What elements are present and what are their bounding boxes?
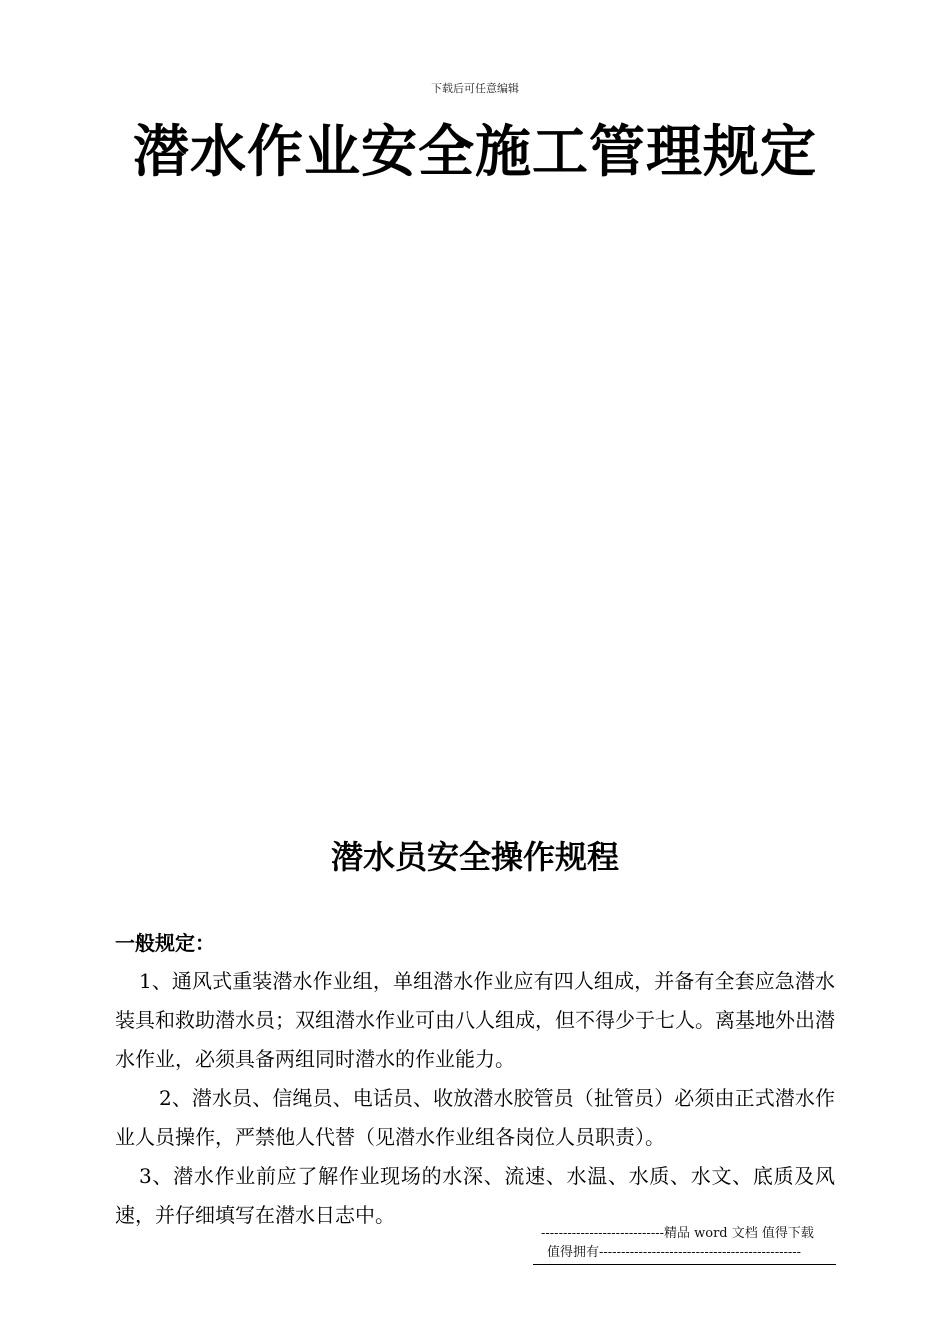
paragraph-2: 2、潜水员、信绳员、电话员、收放潜水胶管员（扯管员）必须由正式潜水作业人员操作，严禁他人代替（见潜水作业组各岗位人员职责）。: [115, 1086, 835, 1149]
footer-line-1: ----------------------------精品 word 文档 值得下载: [541, 1226, 814, 1241]
section-title: 潜水员安全操作规程: [330, 838, 619, 876]
general-rules-heading: 一般规定：: [115, 931, 215, 955]
paragraph-1: 1、通风式重装潜水作业组，单组潜水作业应有四人组成，并备有全套应急潜水装具和救助潜水员；双组潜水作业可由八人组成，但不得少于七人。离基地外出潜水作业，必须具备两组同时潜水的作业能力。: [115, 969, 835, 1071]
header-note: 下载后可任意编辑: [431, 82, 519, 95]
page-footer: [533, 1224, 836, 1265]
document-title: 潜水作业安全施工管理规定: [133, 120, 817, 185]
footer-line-2: 值得拥有----------------------------------------------: [547, 1245, 802, 1260]
body-text: [115, 962, 835, 1235]
paragraph-3: 3、潜水作业前应了解作业现场的水深、流速、水温、水质、水文、底质及风速，并仔细填写在潜水日志中。: [115, 1164, 835, 1227]
